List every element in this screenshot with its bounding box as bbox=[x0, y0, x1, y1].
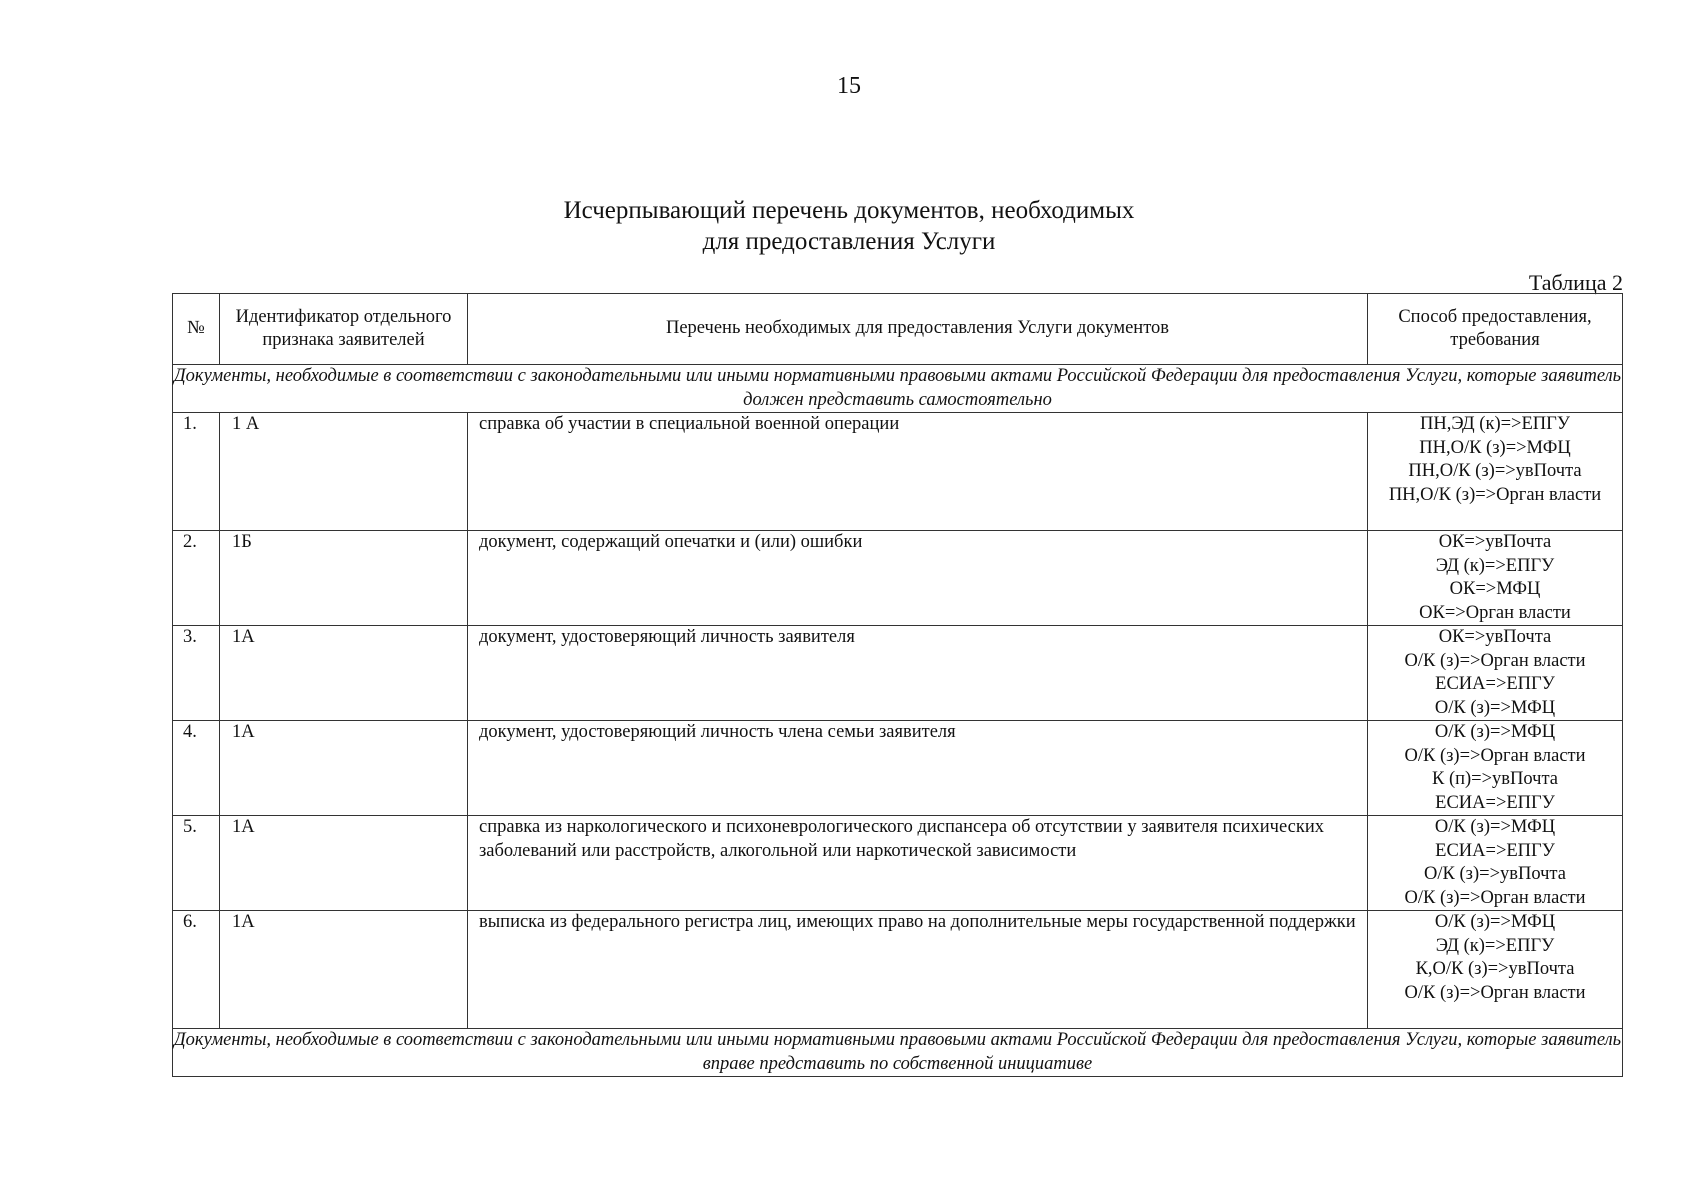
row-applicant-id: 1А bbox=[220, 816, 468, 911]
row-methods bbox=[1368, 626, 1623, 721]
row-number: 6. bbox=[173, 911, 220, 1029]
section-row-required bbox=[173, 365, 1623, 413]
row-applicant-id: 1Б bbox=[220, 531, 468, 626]
row-document: документ, содержащий опечатки и (или) ошибки bbox=[468, 531, 1368, 626]
method-item: ЭД (к)=>ЕПГУ bbox=[1435, 555, 1555, 576]
method-item: О/К (з)=>МФЦ bbox=[1434, 697, 1556, 718]
method-item: ОК=>увПочта bbox=[1438, 627, 1552, 647]
row-number: 4. bbox=[173, 721, 220, 816]
page-number: 15 bbox=[837, 73, 861, 99]
row-number: 5. bbox=[173, 816, 220, 911]
method-item: О/К (з)=>Орган власти bbox=[1404, 745, 1586, 766]
header-num: № bbox=[173, 294, 220, 365]
method-item: ПН,ЭД (к)=>ЕПГУ bbox=[1420, 414, 1570, 434]
document-title-line-1: Исчерпывающий перечень документов, необходимых bbox=[563, 197, 1135, 224]
method-item: О/К (з)=>Орган власти bbox=[1404, 650, 1586, 671]
method-item: ОК=>увПочта bbox=[1438, 532, 1552, 552]
row-number: 1. bbox=[173, 413, 220, 531]
section-heading-required: Документы, необходимые в соответствии с законодательными или иными нормативными правовыми актами Российской Федерации для предоставления Услуги, которые заявитель должен представить самостоятельно bbox=[173, 365, 1623, 413]
row-document: справка из наркологического и психоневрологического диспансера об отсутствии у заявителя психических заболеваний или расстройств, алкогольной или наркотической зависимости bbox=[468, 816, 1368, 911]
method-item: К (п)=>увПочта bbox=[1432, 769, 1558, 789]
method-item: ОК=>МФЦ bbox=[1449, 579, 1541, 599]
document-title bbox=[0, 195, 1698, 257]
method-item: ПН,О/К (з)=>Орган власти bbox=[1388, 484, 1602, 505]
method-item: О/К (з)=>МФЦ bbox=[1434, 912, 1556, 932]
table-label: Таблица 2 bbox=[1528, 270, 1623, 295]
header-method: Способ предоставления, требования bbox=[1368, 294, 1623, 365]
row-methods bbox=[1368, 531, 1623, 626]
table-row bbox=[173, 721, 1623, 816]
method-item: ЭД (к)=>ЕПГУ bbox=[1435, 935, 1555, 956]
section-row-optional bbox=[173, 1029, 1623, 1077]
table-header-row bbox=[173, 294, 1623, 365]
row-methods bbox=[1368, 721, 1623, 816]
method-item: О/К (з)=>увПочта bbox=[1424, 864, 1566, 884]
table-row bbox=[173, 413, 1623, 531]
table-row bbox=[173, 531, 1623, 626]
row-document: документ, удостоверяющий личность заявителя bbox=[468, 626, 1368, 721]
method-item: ЕСИА=>ЕПГУ bbox=[1435, 674, 1555, 694]
method-item: ЕСИА=>ЕПГУ bbox=[1435, 840, 1555, 861]
method-item: ПН,О/К (з)=>увПочта bbox=[1408, 461, 1582, 481]
table-row bbox=[173, 911, 1623, 1029]
row-applicant-id: 1А bbox=[220, 721, 468, 816]
document-title-line-2: для предоставления Услуги bbox=[702, 228, 996, 255]
row-methods bbox=[1368, 816, 1623, 911]
row-applicant-id: 1А bbox=[220, 911, 468, 1029]
header-document-list: Перечень необходимых для предоставления Услуги документов bbox=[468, 294, 1368, 365]
row-methods bbox=[1368, 413, 1623, 531]
method-item: К,О/К (з)=>увПочта bbox=[1415, 959, 1575, 979]
method-item: ОК=>Орган власти bbox=[1419, 602, 1571, 623]
row-applicant-id: 1А bbox=[220, 626, 468, 721]
row-document: документ, удостоверяющий личность члена семьи заявителя bbox=[468, 721, 1368, 816]
section-heading-optional: Документы, необходимые в соответствии с законодательными или иными нормативными правовыми актами Российской Федерации для предоставления Услуги, которые заявитель вправе представить по собственной инициативе bbox=[173, 1029, 1623, 1077]
method-item: ЕСИА=>ЕПГУ bbox=[1435, 792, 1555, 813]
documents-table bbox=[172, 293, 1623, 1077]
header-applicant-id: Идентификатор отдельного признака заявителей bbox=[220, 294, 468, 365]
row-number: 2. bbox=[173, 531, 220, 626]
row-methods bbox=[1368, 911, 1623, 1029]
table-row bbox=[173, 626, 1623, 721]
method-item: ПН,О/К (з)=>МФЦ bbox=[1419, 437, 1571, 458]
row-number: 3. bbox=[173, 626, 220, 721]
table-row bbox=[173, 816, 1623, 911]
row-document: справка об участии в специальной военной операции bbox=[468, 413, 1368, 531]
row-applicant-id: 1 А bbox=[220, 413, 468, 531]
method-item: О/К (з)=>Орган власти bbox=[1404, 982, 1586, 1003]
method-item: О/К (з)=>МФЦ bbox=[1434, 722, 1556, 742]
row-document: выписка из федерального регистра лиц, имеющих право на дополнительные меры государственной поддержки bbox=[468, 911, 1368, 1029]
method-item: О/К (з)=>МФЦ bbox=[1434, 817, 1556, 837]
method-item: О/К (з)=>Орган власти bbox=[1404, 887, 1586, 908]
